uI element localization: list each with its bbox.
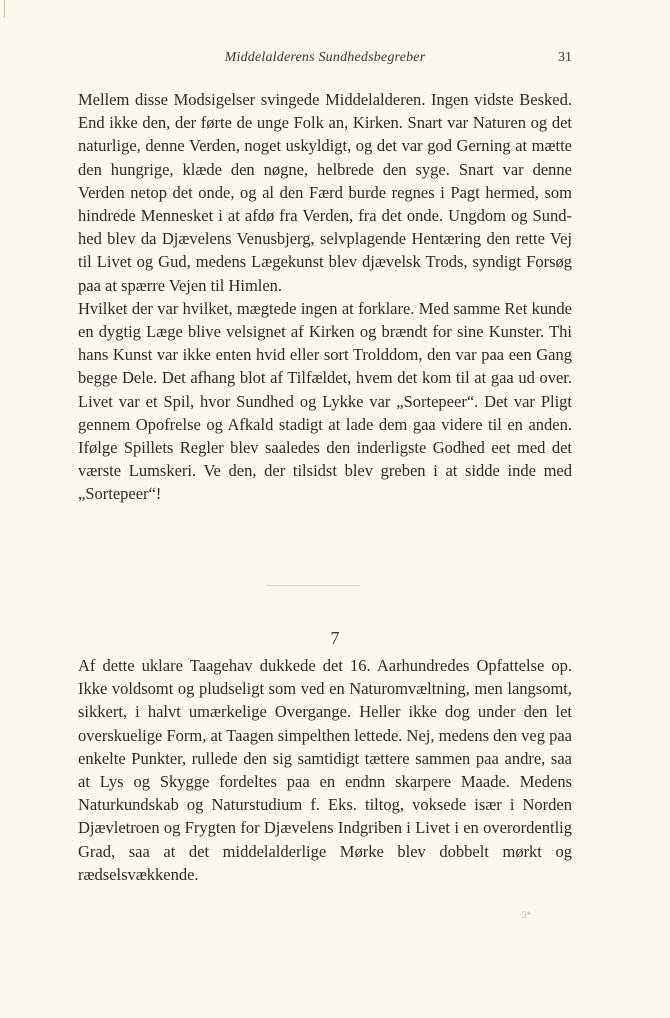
section-text-1 — [78, 88, 572, 506]
paragraph: Hvilket der var hvilket, mægtede ingen at forklare. Med samme Ret kunde en dygtig Læge blive velsignet af Kirken og brændt for sine Kunster. Thi hans Kunst var ikke enten hvid eller sort Trolddom, den var paa een Gang begge Dele. Det afhang blot af Tilfældet, hvem det kom til at gaa ud over. Livet var et Spil, hvor Sundhed og Lykke var „Sortepeer“. Det var Pligt gennem Opofrelse og Afkald stadigt at lade dem gaa videre til en anden. Ifølge Spillets Regler blev saaledes den inderligste Godhed eet med det værste Lumskeri. Ve den, der tilsidst blev greben i at sidde inde med „Sortepeer“! — [78, 298, 572, 504]
section-divider — [266, 585, 360, 586]
section-number: 7 — [330, 628, 340, 648]
running-head: Middelalderens Sundhedsbegreber — [224, 50, 426, 65]
paragraph: Mellem disse Modsigelser svingede Middelalderen. Ingen vidste Besked. End ikke den, der førte de unge Folk an, Kirken. Snart var Naturen og det naturlige, denne Verden, noget uskyldigt, og det var god Gerning at mætte den hungrige, klæde den nøgne, helbrede den syge. Snart var denne Verden netop det onde, og al den Færd burde regnes i Pagt hermed, som hindrede Mennesket i at afdø fra Verden, fra det onde. Ungdom og Sundhed blev da Djævelens Venusbjerg, selvplagende Hentæring den rette Vej til Livet og Gud, medens Lægekunst blev djævelsk Trods, syndigt Forsøg paa at spærre Vejen til Himlen. — [78, 90, 572, 295]
signature-mark: 3* — [522, 910, 531, 920]
paragraph: Af dette uklare Taagehav dukkede det 16. Aarhundredes Opfattelse op. Ikke voldsomt og pludseligt som ved en Naturomvæltning, men langsomt, sikkert, i halvt umærkelige Overgange. Heller ikke dog under den let overskuelige Form, at Taagen simpelthen lettede. Nej, medens den veg paa enkelte Punkter, rullede den sig samtidigt tættere sammen paa andre, saa at Lys og Skygge fordeltes paa en endnn skarpere Maade. Medens Naturkundskab og Naturstudium f. Eks. tiltog, voksede især i Norden Djævletroen og Frygten for Djævelens Indgriben i Livet i en overordentlig Grad, saa at det middelalderlige Mørke blev dobbelt mørkt og rædselsvækkende. — [78, 656, 572, 884]
page-number: 31 — [558, 50, 572, 65]
margin-mark — [4, 0, 5, 18]
page-header — [78, 50, 572, 72]
section-text-2 — [78, 654, 572, 886]
